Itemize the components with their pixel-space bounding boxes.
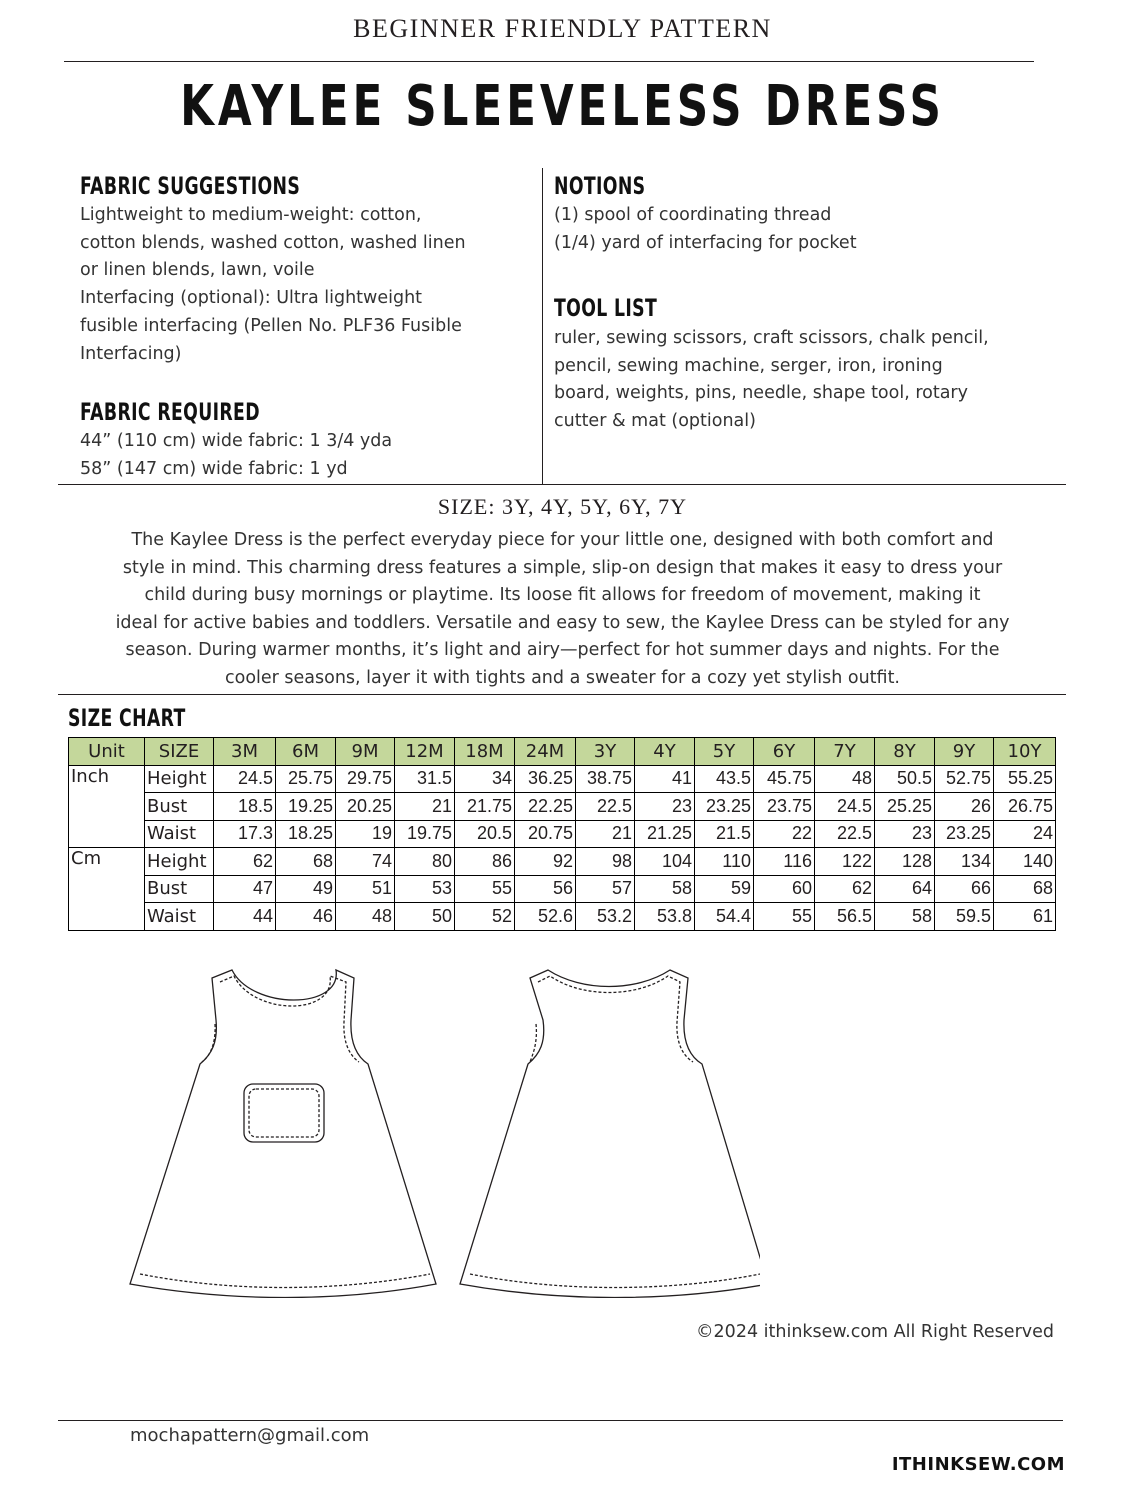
measurement-value-cell: 116 <box>754 848 815 876</box>
measurement-value-cell: 26.75 <box>994 793 1056 821</box>
measurement-value-cell: 21 <box>395 793 455 821</box>
measurement-value-cell: 55 <box>455 875 515 903</box>
measurement-value-cell: 56.5 <box>815 903 875 931</box>
measurement-value-cell: 25.75 <box>276 765 336 793</box>
footer-divider <box>58 1420 1063 1421</box>
measurement-value-cell: 20.5 <box>455 820 515 848</box>
description-line: style in mind. This charming dress features a simple, slip-on design that makes it easy to dress your <box>122 557 1003 578</box>
measurement-value-cell: 51 <box>336 875 395 903</box>
unit-cell <box>69 875 145 903</box>
measurement-value-cell: 86 <box>455 848 515 876</box>
measurement-value-cell: 24.5 <box>815 793 875 821</box>
measurement-value-cell: 52.6 <box>515 903 576 931</box>
table-row <box>69 793 1056 821</box>
measurement-value-cell: 18.5 <box>214 793 276 821</box>
fabric-suggestions-line: Interfacing (optional): Ultra lightweight <box>80 288 423 309</box>
measurement-value-cell: 48 <box>815 765 875 793</box>
pattern-eyebrow: BEGINNER FRIENDLY PATTERN <box>353 14 772 43</box>
measurement-value-cell: 18.25 <box>276 820 336 848</box>
description <box>60 527 1065 692</box>
measurement-value-cell: 45.75 <box>754 765 815 793</box>
fabric-suggestions-line: or linen blends, lawn, voile <box>80 260 315 281</box>
measurement-value-cell: 55.25 <box>994 765 1056 793</box>
unit-cell <box>69 903 145 931</box>
fabric-suggestions-line: cotton blends, washed cotton, washed linen <box>80 232 466 253</box>
measurement-value-cell: 122 <box>815 848 875 876</box>
measurement-value-cell: 68 <box>994 875 1056 903</box>
measurement-value-cell: 22.25 <box>515 793 576 821</box>
description-divider <box>58 694 1066 695</box>
size-chart-header-cell: 18M <box>455 738 515 766</box>
size-chart-header-cell: Unit <box>69 738 145 766</box>
measurement-value-cell: 64 <box>875 875 935 903</box>
measurement-value-cell: 26 <box>935 793 994 821</box>
table-row <box>69 820 1056 848</box>
measurement-value-cell: 98 <box>576 848 635 876</box>
tool-list-line: cutter & mat (optional) <box>554 411 756 432</box>
measurement-value-cell: 57 <box>576 875 635 903</box>
measurement-value-cell: 19.75 <box>395 820 455 848</box>
fabric-required-text <box>80 428 535 483</box>
tool-list-text <box>554 325 1054 436</box>
size-chart-table <box>68 737 1056 931</box>
copyright-notice: ©2024 ithinksew.com All Right Reserved <box>696 1322 1054 1342</box>
measurement-value-cell: 20.75 <box>515 820 576 848</box>
top-divider <box>64 61 1034 62</box>
tool-list-line: board, weights, pins, needle, shape tool, rotary <box>554 383 968 404</box>
measurement-value-cell: 19.25 <box>276 793 336 821</box>
measurement-label-cell: Height <box>145 765 214 793</box>
measurement-value-cell: 50 <box>395 903 455 931</box>
measurement-label-cell: Waist <box>145 820 214 848</box>
size-chart-header-cell: 7Y <box>815 738 875 766</box>
measurement-value-cell: 21 <box>576 820 635 848</box>
measurement-value-cell: 104 <box>635 848 695 876</box>
size-chart-header-cell: 6M <box>276 738 336 766</box>
measurement-value-cell: 56 <box>515 875 576 903</box>
measurement-value-cell: 74 <box>336 848 395 876</box>
size-chart-header-cell: 24M <box>515 738 576 766</box>
contact-email: mochapattern@gmail.com <box>130 1425 370 1446</box>
description-line: The Kaylee Dress is the perfect everyday piece for your little one, designed with both comfort and <box>131 530 994 550</box>
notions-text <box>554 202 1054 257</box>
measurement-value-cell: 43.5 <box>695 765 754 793</box>
measurement-value-cell: 140 <box>994 848 1056 876</box>
section-divider <box>58 484 1066 485</box>
measurement-value-cell: 22.5 <box>576 793 635 821</box>
size-chart-header-cell: 6Y <box>754 738 815 766</box>
measurement-value-cell: 53 <box>395 875 455 903</box>
measurement-value-cell: 34 <box>455 765 515 793</box>
table-row <box>69 875 1056 903</box>
description-line: season. During warmer months, it’s light and airy—perfect for hot summer days and nights. For the <box>125 640 1000 660</box>
measurement-value-cell: 22.5 <box>815 820 875 848</box>
unit-cell: Inch <box>69 765 145 793</box>
table-row <box>69 765 1056 793</box>
notions-line: (1/4) yard of interfacing for pocket <box>554 232 857 253</box>
fabric-suggestions-text <box>80 202 535 368</box>
size-chart-header-cell: 8Y <box>875 738 935 766</box>
notions-line: (1) spool of coordinating thread <box>554 205 832 225</box>
measurement-value-cell: 80 <box>395 848 455 876</box>
measurement-value-cell: 31.5 <box>395 765 455 793</box>
measurement-value-cell: 59.5 <box>935 903 994 931</box>
measurement-value-cell: 62 <box>815 875 875 903</box>
measurement-value-cell: 21.75 <box>455 793 515 821</box>
measurement-value-cell: 29.75 <box>336 765 395 793</box>
page-title: KAYLEE SLEEVELESS DRESS <box>180 74 945 139</box>
table-row <box>69 848 1056 876</box>
brand-website: ITHINKSEW.COM <box>891 1454 1065 1475</box>
tool-list-line: pencil, sewing machine, serger, iron, ironing <box>554 355 943 376</box>
measurement-value-cell: 59 <box>695 875 754 903</box>
fabric-required-heading: FABRIC REQUIRED <box>80 398 260 426</box>
fabric-suggestions-heading: FABRIC SUGGESTIONS <box>80 172 301 200</box>
measurement-value-cell: 68 <box>276 848 336 876</box>
measurement-value-cell: 60 <box>754 875 815 903</box>
measurement-value-cell: 38.75 <box>576 765 635 793</box>
measurement-value-cell: 19 <box>336 820 395 848</box>
dress-back-illustration <box>460 970 760 1298</box>
size-chart-header-cell: 4Y <box>635 738 695 766</box>
measurement-value-cell: 23 <box>635 793 695 821</box>
sizes-line: SIZE: 3Y, 4Y, 5Y, 6Y, 7Y <box>437 494 688 519</box>
fabric-suggestions-line: Lightweight to medium-weight: cotton, <box>80 205 422 225</box>
tool-list-heading: TOOL LIST <box>554 294 658 322</box>
measurement-value-cell: 53.2 <box>576 903 635 931</box>
size-chart-header-cell: 9Y <box>935 738 994 766</box>
measurement-value-cell: 21.5 <box>695 820 754 848</box>
measurement-value-cell: 58 <box>875 903 935 931</box>
measurement-value-cell: 21.25 <box>635 820 695 848</box>
measurement-value-cell: 23.75 <box>754 793 815 821</box>
dress-illustrations <box>60 958 760 1298</box>
size-chart-header-cell: 9M <box>336 738 395 766</box>
fabric-suggestions-line: Interfacing) <box>80 343 182 364</box>
description-line: ideal for active babies and toddlers. Versatile and easy to sew, the Kaylee Dress can be styled for any <box>115 612 1010 633</box>
measurement-label-cell: Bust <box>145 875 214 903</box>
size-chart-header-cell: 10Y <box>994 738 1056 766</box>
measurement-value-cell: 24.5 <box>214 765 276 793</box>
measurement-value-cell: 49 <box>276 875 336 903</box>
measurement-value-cell: 55 <box>754 903 815 931</box>
measurement-label-cell: Height <box>145 848 214 876</box>
tool-list-line: ruler, sewing scissors, craft scissors, chalk pencil, <box>554 328 989 348</box>
measurement-value-cell: 22 <box>754 820 815 848</box>
dress-front-illustration <box>130 970 436 1298</box>
measurement-value-cell: 110 <box>695 848 754 876</box>
measurement-value-cell: 23.25 <box>695 793 754 821</box>
description-line: cooler seasons, layer it with tights and a sweater for a cozy yet stylish outfit. <box>224 667 900 688</box>
measurement-value-cell: 53.8 <box>635 903 695 931</box>
measurement-value-cell: 46 <box>276 903 336 931</box>
measurement-value-cell: 48 <box>336 903 395 931</box>
measurement-value-cell: 62 <box>214 848 276 876</box>
measurement-value-cell: 52 <box>455 903 515 931</box>
measurement-value-cell: 36.25 <box>515 765 576 793</box>
table-row <box>69 903 1056 931</box>
measurement-value-cell: 61 <box>994 903 1056 931</box>
measurement-value-cell: 92 <box>515 848 576 876</box>
size-chart-header-cell: 3Y <box>576 738 635 766</box>
measurement-value-cell: 47 <box>214 875 276 903</box>
fabric-required-line: 44” (110 cm) wide fabric: 1 3/4 yda <box>80 431 393 451</box>
unit-cell <box>69 820 145 848</box>
measurement-value-cell: 24 <box>994 820 1056 848</box>
notions-heading: NOTIONS <box>554 172 646 200</box>
measurement-value-cell: 23 <box>875 820 935 848</box>
size-chart-header-cell: 3M <box>214 738 276 766</box>
size-chart-header-cell: SIZE <box>145 738 214 766</box>
description-line: child during busy mornings or playtime. Its loose fit allows for freedom of movement, making it <box>144 585 981 605</box>
measurement-value-cell: 134 <box>935 848 994 876</box>
unit-cell <box>69 793 145 821</box>
measurement-value-cell: 44 <box>214 903 276 931</box>
fabric-suggestions-line: fusible interfacing (Pellen No. PLF36 Fusible <box>80 315 462 336</box>
measurement-label-cell: Waist <box>145 903 214 931</box>
measurement-value-cell: 66 <box>935 875 994 903</box>
measurement-value-cell: 20.25 <box>336 793 395 821</box>
measurement-value-cell: 41 <box>635 765 695 793</box>
size-chart-header-cell: 12M <box>395 738 455 766</box>
measurement-value-cell: 58 <box>635 875 695 903</box>
measurement-value-cell: 17.3 <box>214 820 276 848</box>
unit-cell: Cm <box>69 848 145 876</box>
size-chart-header-row <box>69 738 1056 766</box>
measurement-value-cell: 23.25 <box>935 820 994 848</box>
column-divider <box>542 168 543 484</box>
measurement-label-cell: Bust <box>145 793 214 821</box>
fabric-required-line: 58” (147 cm) wide fabric: 1 yd <box>80 458 348 479</box>
size-chart-heading: SIZE CHART <box>68 704 186 732</box>
measurement-value-cell: 54.4 <box>695 903 754 931</box>
measurement-value-cell: 128 <box>875 848 935 876</box>
measurement-value-cell: 25.25 <box>875 793 935 821</box>
measurement-value-cell: 52.75 <box>935 765 994 793</box>
measurement-value-cell: 50.5 <box>875 765 935 793</box>
size-chart-header-cell: 5Y <box>695 738 754 766</box>
